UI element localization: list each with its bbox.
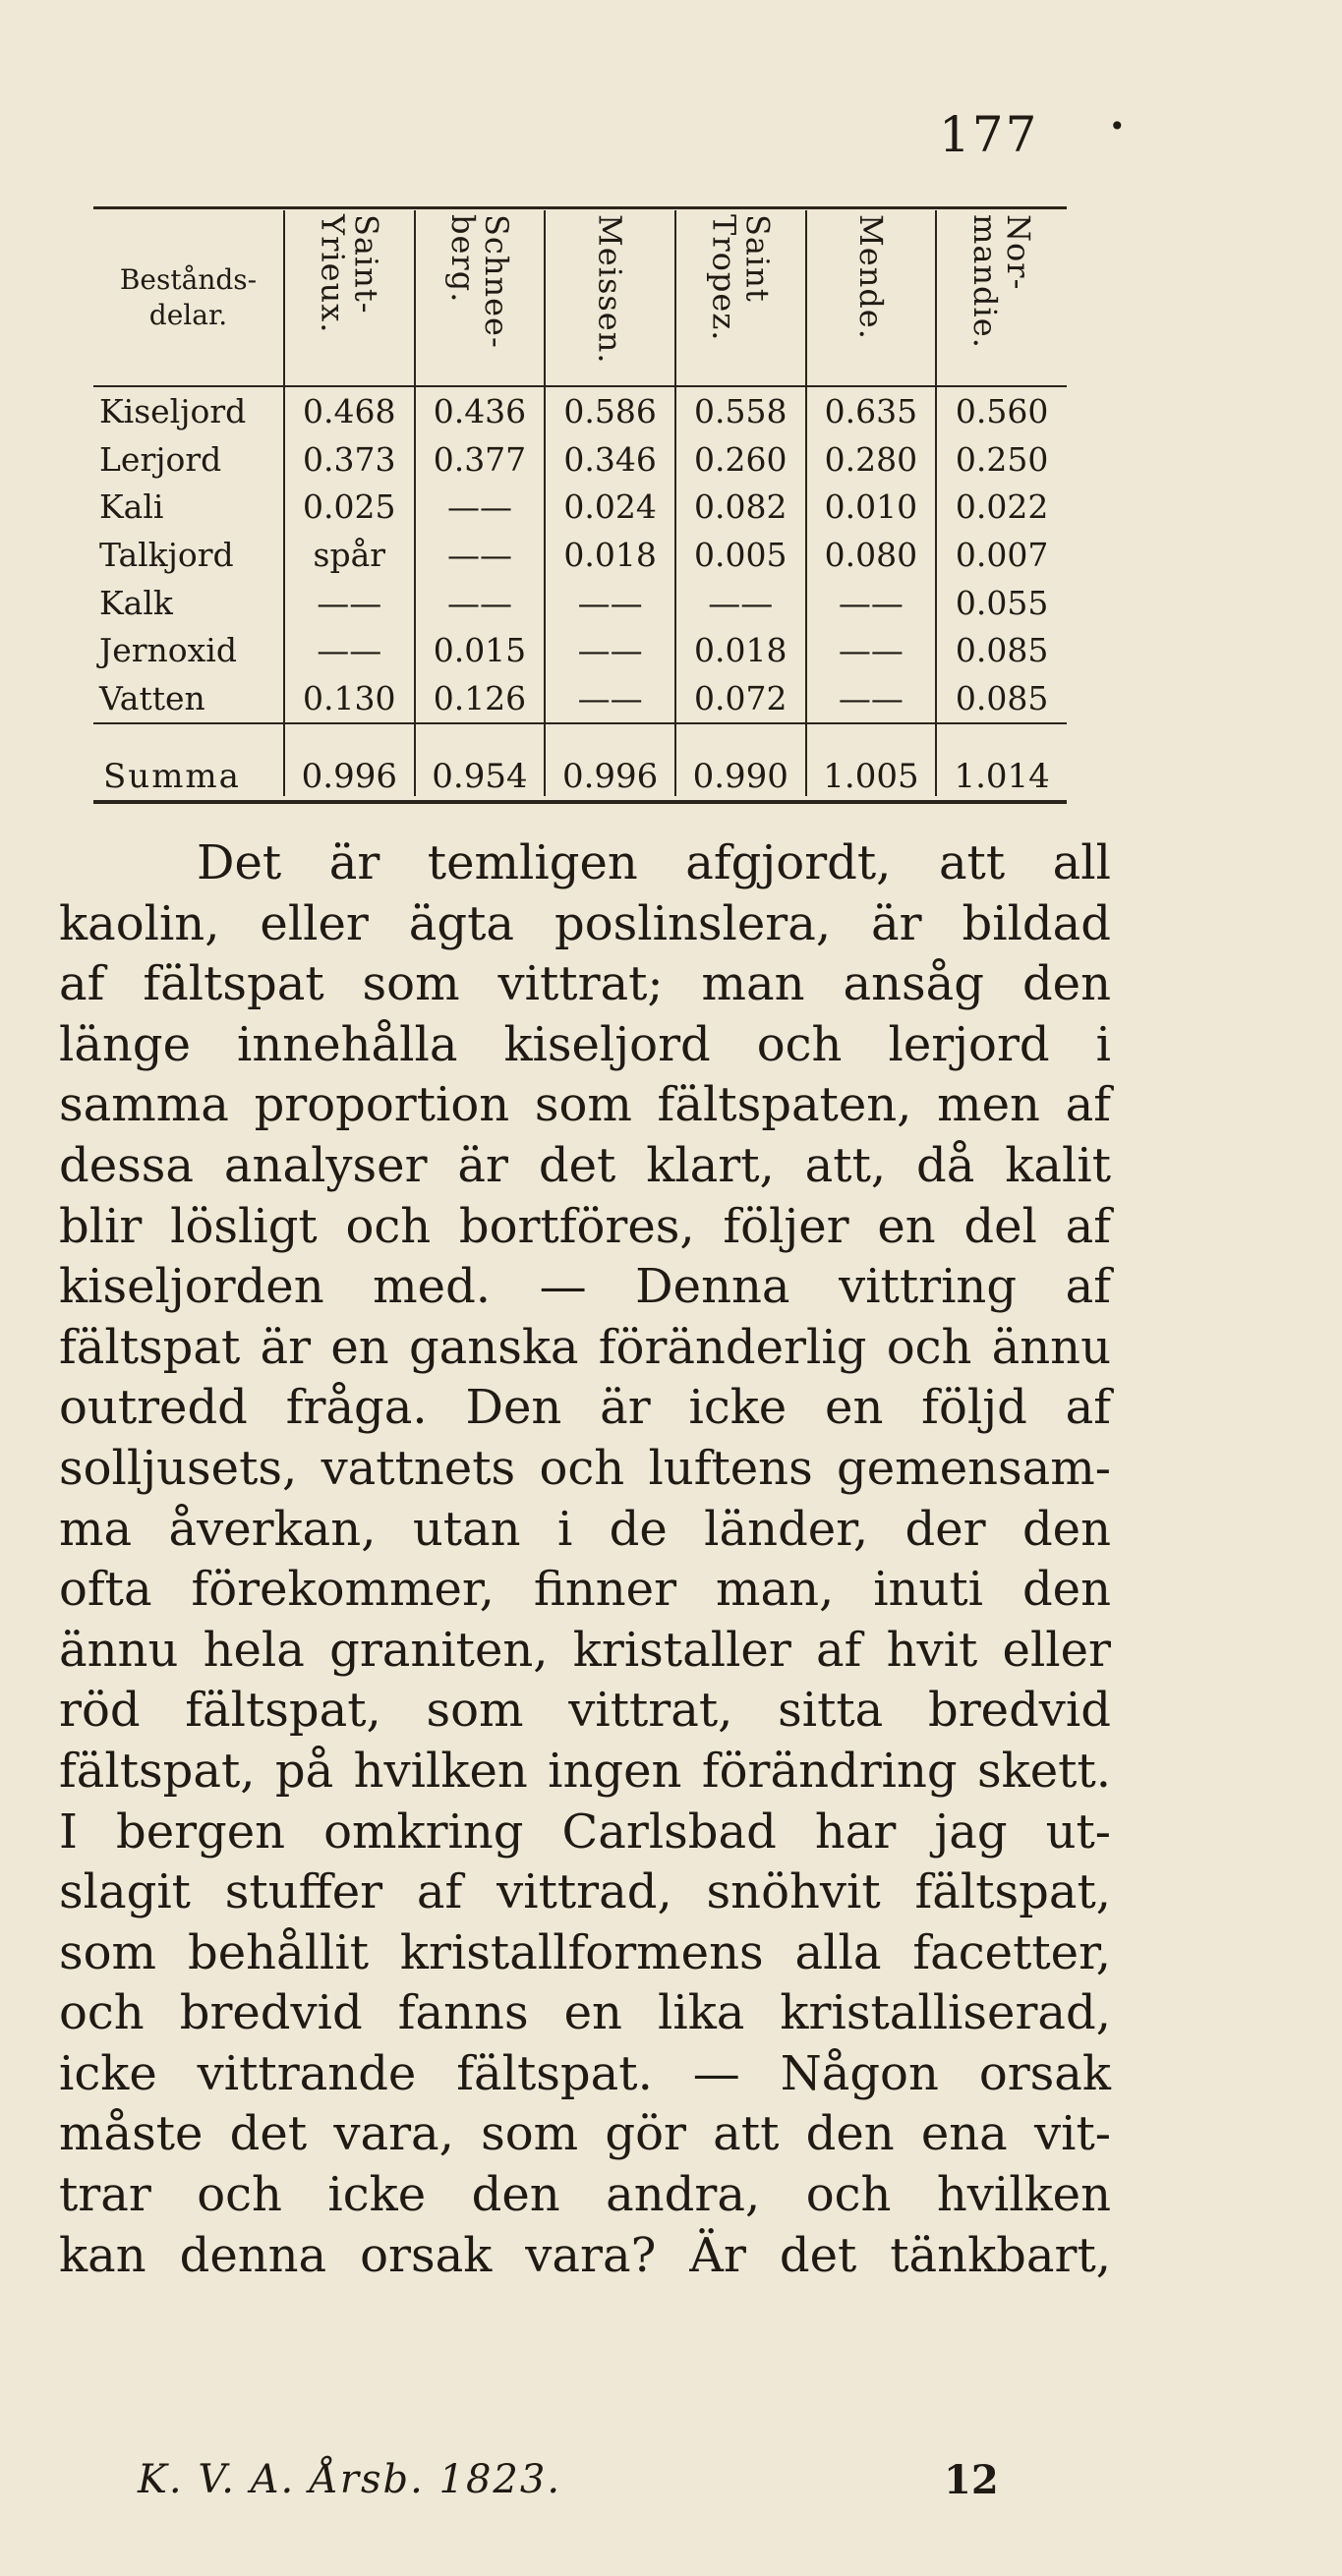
sheet-number: 12 (944, 2457, 999, 2503)
text-line: outredd fråga. Den är icke en följd af (59, 1380, 1111, 1436)
sum-label: Summa (93, 723, 284, 796)
column-header-label: Saint Tropez. (705, 214, 777, 342)
table-cell: —— (675, 579, 806, 627)
text-line: icke vittrande fältspat. — Någon orsak (59, 2045, 1111, 2101)
text-line: I bergen omkring Carlsbad har jag ut- (59, 1803, 1111, 1860)
table-cell: —— (545, 674, 675, 723)
table-cell: 0.126 (415, 674, 546, 723)
table-cell: 0.085 (936, 674, 1067, 723)
column-header-label: Schnee- berg. (443, 214, 515, 349)
table-bottom-rule (93, 800, 1067, 804)
table-cell: —— (284, 579, 415, 627)
table-cell: 0.015 (415, 626, 546, 674)
text-line: solljusets, vattnets och luftens gemensam- (59, 1440, 1111, 1496)
text-line: slagit stuffer af vittrad, snöhvit fältspat, (59, 1864, 1111, 1920)
text-line: kaolin, eller ägta poslinslera, är bildad (59, 895, 1111, 951)
row-label: Kalk (99, 583, 173, 622)
table-cell: 0.025 (284, 483, 415, 531)
table-cell: 0.018 (675, 626, 806, 674)
column-header-label: Nor- mandie. (966, 214, 1038, 349)
sum-cell: 0.996 (284, 723, 415, 796)
table-row (93, 483, 1067, 531)
table-cell: 0.560 (936, 386, 1067, 435)
table-cell: —— (806, 579, 937, 627)
table-row (93, 386, 1067, 435)
table-cell: 0.005 (675, 531, 806, 579)
table-cell: 0.436 (415, 386, 546, 435)
sum-cell: 0.996 (545, 723, 675, 796)
table-cell: 0.055 (936, 579, 1067, 627)
table-cell: —— (545, 626, 675, 674)
table-cell: —— (806, 626, 937, 674)
table-cell: 0.130 (284, 674, 415, 723)
table-cell: —— (284, 626, 415, 674)
corner-header (93, 210, 284, 386)
text-line: ofta förekommer, finner man, inuti den (59, 1562, 1111, 1618)
text-line: af fältspat som vittrat; man ansåg den (59, 956, 1111, 1012)
table-cell: spår (284, 531, 415, 579)
row-label: Jernoxid (99, 631, 237, 670)
text-line: som behållit kristallformens alla facetter, (59, 1924, 1111, 1980)
table-row (93, 579, 1067, 627)
table-cell: —— (806, 674, 937, 723)
column-header (806, 210, 937, 386)
table-cell: —— (415, 483, 546, 531)
table-row (93, 626, 1067, 674)
sum-cell: 1.005 (806, 723, 937, 796)
sum-cell: 1.014 (936, 723, 1067, 796)
table-cell: —— (545, 579, 675, 627)
text-line: fältspat är en ganska föränderlig och ännu (59, 1319, 1111, 1375)
column-header-label: Meissen. (591, 214, 629, 365)
text-line: röd fältspat, som vittrat, sitta bredvid (59, 1683, 1111, 1739)
table-sum-row (93, 723, 1067, 796)
column-header-label: Saint- Yrieux. (314, 214, 385, 334)
row-label: Vatten (99, 678, 205, 717)
body-paragraph (59, 833, 1111, 2286)
table-cell: 0.373 (284, 435, 415, 484)
corner-label: Bestånds- delar. (119, 263, 258, 331)
text-line: måste det vara, som gör att den ena vit- (59, 2106, 1111, 2162)
text-line: Det är temligen afgjordt, att all (197, 835, 1111, 890)
table-cell: 0.260 (675, 435, 806, 484)
column-header (545, 210, 675, 386)
table-header-row (93, 210, 1067, 386)
text-line: ma åverkan, utan i de länder, der den (59, 1501, 1111, 1557)
table-cell: 0.250 (936, 435, 1067, 484)
table-cell: 0.586 (545, 386, 675, 435)
text-line: trar och icke den andra, och hvilken (59, 2167, 1111, 2223)
text-line: länge innehålla kiseljord och lerjord i (59, 1016, 1111, 1072)
column-header-label: Mende. (851, 214, 890, 340)
text-line: dessa analyser är det klart, att, då kalit (59, 1137, 1111, 1193)
composition-grid (93, 210, 1067, 796)
table-row (93, 435, 1067, 484)
composition-table (93, 206, 1067, 804)
page-number: 177 (939, 106, 1039, 163)
table-cell: 0.010 (806, 483, 937, 531)
table-cell: 0.007 (936, 531, 1067, 579)
table-row (93, 674, 1067, 723)
table-cell: 0.558 (675, 386, 806, 435)
table-cell: 0.377 (415, 435, 546, 484)
row-label: Lerjord (99, 439, 222, 479)
sum-cell: 0.954 (415, 723, 546, 796)
text-line: kan denna orsak vara? Är det tänkbart, (59, 2227, 1111, 2283)
text-line: kiseljorden med. — Denna vittring af (59, 1259, 1111, 1315)
text-line: och bredvid fanns en lika kristalliserad, (59, 1985, 1111, 2041)
table-cell: 0.280 (806, 435, 937, 484)
table-cell: 0.018 (545, 531, 675, 579)
sum-cell: 0.990 (675, 723, 806, 796)
row-label: Kali (99, 487, 164, 527)
table-cell: 0.635 (806, 386, 937, 435)
text-line: ännu hela graniten, kristaller af hvit eller (59, 1622, 1111, 1678)
row-label: Kiseljord (99, 391, 247, 430)
text-line: blir lösligt och bortföres, följer en del af (59, 1198, 1111, 1254)
table-cell: —— (415, 531, 546, 579)
table-cell: 0.346 (545, 435, 675, 484)
table-cell: 0.468 (284, 386, 415, 435)
table-cell: —— (415, 579, 546, 627)
column-header (415, 210, 546, 386)
table-cell: 0.085 (936, 626, 1067, 674)
table-cell: 0.082 (675, 483, 806, 531)
table-cell: 0.024 (545, 483, 675, 531)
table-top-rule (93, 206, 1067, 209)
table-cell: 0.080 (806, 531, 937, 579)
signature-mark: K. V. A. Årsb. 1823. (138, 2457, 562, 2502)
table-row (93, 531, 1067, 579)
column-header (675, 210, 806, 386)
table-cell: 0.022 (936, 483, 1067, 531)
page-mark: • (1109, 110, 1126, 143)
column-header (936, 210, 1067, 386)
table-cell: 0.072 (675, 674, 806, 723)
column-header (284, 210, 415, 386)
text-line: samma proportion som fältspaten, men af (59, 1077, 1111, 1133)
row-label: Talkjord (99, 535, 234, 574)
text-line: fältspat, på hvilken ingen förändring skett. (59, 1743, 1111, 1799)
